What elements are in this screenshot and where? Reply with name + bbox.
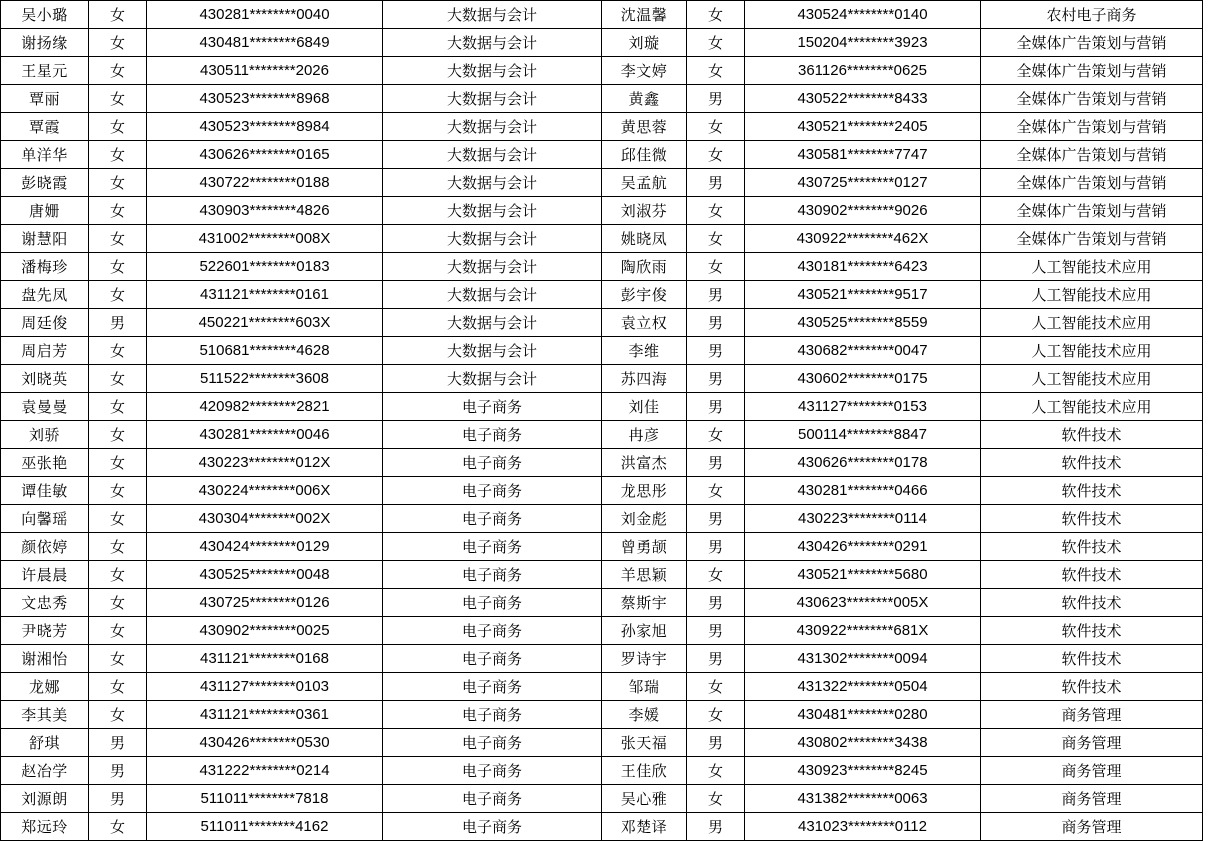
student-gender-right: 男: [687, 645, 745, 673]
student-gender-right: 女: [687, 757, 745, 785]
student-gender-left: 女: [89, 393, 147, 421]
student-name-left: 向馨瑶: [1, 505, 89, 533]
student-name-right: 李媛: [602, 701, 687, 729]
table-row: [1, 813, 1203, 841]
table-row: [1, 337, 1203, 365]
student-major-left: 大数据与会计: [383, 197, 602, 225]
student-major-left: 大数据与会计: [383, 337, 602, 365]
student-major-left: 电子商务: [383, 701, 602, 729]
student-name-left: 舒琪: [1, 729, 89, 757]
student-major-right: 软件技术: [981, 421, 1203, 449]
student-id-right: 430725********0127: [745, 169, 981, 197]
student-name-right: 羊思颖: [602, 561, 687, 589]
student-name-left: 吴小璐: [1, 1, 89, 29]
student-id-left: 450221********603X: [147, 309, 383, 337]
table-row: [1, 757, 1203, 785]
student-major-right: 商务管理: [981, 785, 1203, 813]
student-name-left: 袁曼曼: [1, 393, 89, 421]
student-major-right: 全媒体广告策划与营销: [981, 85, 1203, 113]
student-id-left: 431121********0361: [147, 701, 383, 729]
student-major-left: 大数据与会计: [383, 1, 602, 29]
table-row: [1, 169, 1203, 197]
student-major-right: 全媒体广告策划与营销: [981, 29, 1203, 57]
student-gender-left: 女: [89, 141, 147, 169]
student-id-right: 150204********3923: [745, 29, 981, 57]
student-id-left: 431002********008X: [147, 225, 383, 253]
table-row: [1, 57, 1203, 85]
student-major-left: 电子商务: [383, 729, 602, 757]
student-name-right: 曾勇颉: [602, 533, 687, 561]
student-name-right: 王佳欣: [602, 757, 687, 785]
table-row: [1, 673, 1203, 701]
student-gender-left: 女: [89, 113, 147, 141]
student-name-left: 谢扬缘: [1, 29, 89, 57]
student-major-left: 电子商务: [383, 421, 602, 449]
student-gender-left: 女: [89, 645, 147, 673]
student-name-left: 李其美: [1, 701, 89, 729]
student-id-left: 430481********6849: [147, 29, 383, 57]
student-major-left: 大数据与会计: [383, 225, 602, 253]
student-id-left: 430426********0530: [147, 729, 383, 757]
table-row: [1, 29, 1203, 57]
student-major-left: 电子商务: [383, 561, 602, 589]
table-row: [1, 113, 1203, 141]
student-major-left: 电子商务: [383, 505, 602, 533]
student-major-right: 软件技术: [981, 589, 1203, 617]
student-gender-left: 男: [89, 785, 147, 813]
student-gender-left: 女: [89, 701, 147, 729]
student-id-right: 430521********2405: [745, 113, 981, 141]
student-name-left: 龙娜: [1, 673, 89, 701]
student-gender-left: 女: [89, 421, 147, 449]
student-major-right: 商务管理: [981, 701, 1203, 729]
student-id-left: 431121********0161: [147, 281, 383, 309]
student-gender-right: 男: [687, 169, 745, 197]
student-gender-left: 女: [89, 169, 147, 197]
student-gender-left: 女: [89, 589, 147, 617]
student-gender-right: 男: [687, 365, 745, 393]
student-name-right: 刘淑芬: [602, 197, 687, 225]
student-gender-left: 女: [89, 253, 147, 281]
student-id-right: 430923********8245: [745, 757, 981, 785]
table-row: [1, 561, 1203, 589]
student-gender-left: 男: [89, 757, 147, 785]
student-gender-right: 女: [687, 673, 745, 701]
student-gender-left: 女: [89, 561, 147, 589]
student-id-left: 510681********4628: [147, 337, 383, 365]
student-major-left: 大数据与会计: [383, 253, 602, 281]
student-gender-right: 男: [687, 505, 745, 533]
student-id-left: 430523********8984: [147, 113, 383, 141]
student-major-left: 电子商务: [383, 589, 602, 617]
student-gender-right: 女: [687, 225, 745, 253]
student-id-left: 430224********006X: [147, 477, 383, 505]
student-gender-left: 女: [89, 617, 147, 645]
student-id-left: 430424********0129: [147, 533, 383, 561]
student-id-left: 430223********012X: [147, 449, 383, 477]
student-major-left: 大数据与会计: [383, 169, 602, 197]
student-major-left: 大数据与会计: [383, 281, 602, 309]
student-name-left: 尹晓芳: [1, 617, 89, 645]
student-name-right: 孙家旭: [602, 617, 687, 645]
student-name-left: 唐姗: [1, 197, 89, 225]
student-id-left: 430523********8968: [147, 85, 383, 113]
student-id-right: 430581********7747: [745, 141, 981, 169]
student-name-right: 罗诗宇: [602, 645, 687, 673]
table-row: [1, 253, 1203, 281]
student-major-right: 全媒体广告策划与营销: [981, 113, 1203, 141]
student-gender-right: 女: [687, 785, 745, 813]
student-id-right: 431127********0153: [745, 393, 981, 421]
student-major-right: 软件技术: [981, 505, 1203, 533]
student-major-right: 全媒体广告策划与营销: [981, 57, 1203, 85]
student-gender-right: 女: [687, 29, 745, 57]
table-row: [1, 197, 1203, 225]
student-gender-right: 女: [687, 477, 745, 505]
student-major-left: 电子商务: [383, 813, 602, 841]
student-name-right: 吴孟航: [602, 169, 687, 197]
student-gender-right: 女: [687, 1, 745, 29]
student-id-right: 430922********462X: [745, 225, 981, 253]
student-id-right: 430481********0280: [745, 701, 981, 729]
student-major-left: 大数据与会计: [383, 365, 602, 393]
student-name-right: 邱佳微: [602, 141, 687, 169]
table-row: [1, 533, 1203, 561]
student-id-right: 430682********0047: [745, 337, 981, 365]
student-name-right: 刘佳: [602, 393, 687, 421]
table-row: [1, 505, 1203, 533]
student-name-left: 单洋华: [1, 141, 89, 169]
student-name-right: 李维: [602, 337, 687, 365]
student-id-left: 430902********0025: [147, 617, 383, 645]
student-id-left: 431222********0214: [147, 757, 383, 785]
student-gender-right: 男: [687, 729, 745, 757]
student-id-right: 430623********005X: [745, 589, 981, 617]
student-id-left: 430281********0046: [147, 421, 383, 449]
student-name-right: 邹瑞: [602, 673, 687, 701]
student-major-right: 软件技术: [981, 561, 1203, 589]
student-gender-left: 女: [89, 505, 147, 533]
student-gender-right: 女: [687, 141, 745, 169]
student-id-left: 430903********4826: [147, 197, 383, 225]
student-name-right: 洪富杰: [602, 449, 687, 477]
student-major-right: 软件技术: [981, 449, 1203, 477]
student-id-left: 511011********4162: [147, 813, 383, 841]
student-id-left: 430281********0040: [147, 1, 383, 29]
student-name-left: 文忠秀: [1, 589, 89, 617]
student-name-left: 刘晓英: [1, 365, 89, 393]
student-name-right: 黄思蓉: [602, 113, 687, 141]
student-id-right: 430902********9026: [745, 197, 981, 225]
student-id-left: 420982********2821: [147, 393, 383, 421]
student-name-right: 彭宇俊: [602, 281, 687, 309]
student-name-right: 刘璇: [602, 29, 687, 57]
student-gender-left: 女: [89, 85, 147, 113]
student-id-right: 430522********8433: [745, 85, 981, 113]
student-name-right: 吴心雅: [602, 785, 687, 813]
student-major-right: 人工智能技术应用: [981, 337, 1203, 365]
student-major-right: 人工智能技术应用: [981, 281, 1203, 309]
student-name-left: 巫张艳: [1, 449, 89, 477]
student-id-left: 430722********0188: [147, 169, 383, 197]
student-id-right: 361126********0625: [745, 57, 981, 85]
student-id-left: 511522********3608: [147, 365, 383, 393]
student-id-right: 430223********0114: [745, 505, 981, 533]
table-row: [1, 393, 1203, 421]
student-gender-left: 女: [89, 365, 147, 393]
student-gender-right: 男: [687, 281, 745, 309]
student-id-right: 431322********0504: [745, 673, 981, 701]
student-id-right: 430525********8559: [745, 309, 981, 337]
student-major-right: 人工智能技术应用: [981, 393, 1203, 421]
student-major-right: 商务管理: [981, 757, 1203, 785]
student-gender-left: 男: [89, 309, 147, 337]
student-id-right: 500114********8847: [745, 421, 981, 449]
student-major-left: 电子商务: [383, 785, 602, 813]
student-name-left: 潘梅珍: [1, 253, 89, 281]
student-gender-left: 女: [89, 29, 147, 57]
table-row: [1, 645, 1203, 673]
student-name-left: 颜依婷: [1, 533, 89, 561]
student-name-left: 周启芳: [1, 337, 89, 365]
table-row: [1, 477, 1203, 505]
student-name-right: 龙思彤: [602, 477, 687, 505]
student-id-right: 430626********0178: [745, 449, 981, 477]
student-id-right: 431382********0063: [745, 785, 981, 813]
student-id-right: 430802********3438: [745, 729, 981, 757]
student-major-left: 电子商务: [383, 533, 602, 561]
student-name-left: 郑远玲: [1, 813, 89, 841]
student-major-right: 人工智能技术应用: [981, 309, 1203, 337]
student-major-right: 软件技术: [981, 673, 1203, 701]
student-gender-right: 女: [687, 421, 745, 449]
student-gender-right: 男: [687, 337, 745, 365]
student-gender-right: 女: [687, 57, 745, 85]
student-name-left: 刘骄: [1, 421, 89, 449]
student-gender-left: 女: [89, 477, 147, 505]
student-major-left: 大数据与会计: [383, 141, 602, 169]
student-name-left: 谢慧阳: [1, 225, 89, 253]
student-gender-right: 男: [687, 813, 745, 841]
student-major-right: 全媒体广告策划与营销: [981, 141, 1203, 169]
student-major-left: 大数据与会计: [383, 29, 602, 57]
student-gender-left: 男: [89, 729, 147, 757]
table-row: [1, 617, 1203, 645]
student-major-left: 大数据与会计: [383, 57, 602, 85]
student-id-right: 430181********6423: [745, 253, 981, 281]
student-name-right: 蔡斯宇: [602, 589, 687, 617]
student-major-left: 电子商务: [383, 393, 602, 421]
student-major-right: 全媒体广告策划与营销: [981, 225, 1203, 253]
student-gender-left: 女: [89, 281, 147, 309]
student-id-right: 430922********681X: [745, 617, 981, 645]
student-id-right: 430281********0466: [745, 477, 981, 505]
student-name-right: 姚晓凤: [602, 225, 687, 253]
student-name-left: 谢湘怡: [1, 645, 89, 673]
student-gender-right: 女: [687, 197, 745, 225]
student-id-right: 430521********5680: [745, 561, 981, 589]
student-gender-right: 男: [687, 533, 745, 561]
student-id-right: 431302********0094: [745, 645, 981, 673]
table-row: [1, 449, 1203, 477]
student-gender-right: 女: [687, 701, 745, 729]
student-name-right: 冉彦: [602, 421, 687, 449]
student-id-right: 430521********9517: [745, 281, 981, 309]
student-id-left: 431127********0103: [147, 673, 383, 701]
student-major-left: 电子商务: [383, 617, 602, 645]
student-name-left: 盘先凤: [1, 281, 89, 309]
student-id-left: 430725********0126: [147, 589, 383, 617]
student-name-left: 刘源朗: [1, 785, 89, 813]
student-id-right: 430524********0140: [745, 1, 981, 29]
student-id-left: 430511********2026: [147, 57, 383, 85]
student-id-left: 430304********002X: [147, 505, 383, 533]
table-row: [1, 729, 1203, 757]
student-name-right: 袁立权: [602, 309, 687, 337]
student-gender-left: 女: [89, 1, 147, 29]
student-major-left: 大数据与会计: [383, 309, 602, 337]
student-gender-right: 男: [687, 309, 745, 337]
student-major-right: 人工智能技术应用: [981, 253, 1203, 281]
table-row: [1, 225, 1203, 253]
student-name-left: 覃丽: [1, 85, 89, 113]
student-gender-right: 男: [687, 393, 745, 421]
student-id-left: 430525********0048: [147, 561, 383, 589]
student-major-left: 大数据与会计: [383, 113, 602, 141]
student-major-left: 电子商务: [383, 645, 602, 673]
student-major-left: 电子商务: [383, 449, 602, 477]
student-name-left: 许晨晨: [1, 561, 89, 589]
student-major-right: 人工智能技术应用: [981, 365, 1203, 393]
student-major-left: 电子商务: [383, 477, 602, 505]
table-row: [1, 365, 1203, 393]
student-id-left: 522601********0183: [147, 253, 383, 281]
student-gender-left: 女: [89, 533, 147, 561]
student-id-right: 430426********0291: [745, 533, 981, 561]
student-major-right: 商务管理: [981, 729, 1203, 757]
student-major-right: 软件技术: [981, 617, 1203, 645]
student-gender-left: 女: [89, 57, 147, 85]
student-name-left: 覃霞: [1, 113, 89, 141]
student-major-right: 全媒体广告策划与营销: [981, 197, 1203, 225]
student-major-left: 大数据与会计: [383, 85, 602, 113]
student-gender-left: 女: [89, 197, 147, 225]
student-major-right: 全媒体广告策划与营销: [981, 169, 1203, 197]
student-gender-left: 女: [89, 337, 147, 365]
student-id-left: 431121********0168: [147, 645, 383, 673]
table-row: [1, 309, 1203, 337]
student-name-left: 彭晓霞: [1, 169, 89, 197]
student-gender-left: 女: [89, 673, 147, 701]
student-name-right: 李文婷: [602, 57, 687, 85]
table-row: [1, 1, 1203, 29]
student-gender-left: 女: [89, 449, 147, 477]
student-name-right: 陶欣雨: [602, 253, 687, 281]
table-row: [1, 785, 1203, 813]
table-row: [1, 421, 1203, 449]
student-id-left: 511011********7818: [147, 785, 383, 813]
student-gender-left: 女: [89, 813, 147, 841]
student-gender-right: 女: [687, 113, 745, 141]
student-name-left: 王星元: [1, 57, 89, 85]
student-name-right: 刘金彪: [602, 505, 687, 533]
table-row: [1, 589, 1203, 617]
student-name-left: 谭佳敏: [1, 477, 89, 505]
student-name-right: 邓楚译: [602, 813, 687, 841]
student-major-right: 软件技术: [981, 477, 1203, 505]
student-id-right: 430602********0175: [745, 365, 981, 393]
student-major-right: 软件技术: [981, 533, 1203, 561]
student-name-right: 沈温馨: [602, 1, 687, 29]
student-major-right: 软件技术: [981, 645, 1203, 673]
student-gender-right: 男: [687, 617, 745, 645]
student-id-right: 431023********0112: [745, 813, 981, 841]
student-name-right: 张天福: [602, 729, 687, 757]
student-gender-right: 女: [687, 253, 745, 281]
table-row: [1, 701, 1203, 729]
student-major-right: 商务管理: [981, 813, 1203, 841]
student-id-left: 430626********0165: [147, 141, 383, 169]
table-row: [1, 141, 1203, 169]
student-name-right: 苏四海: [602, 365, 687, 393]
student-gender-right: 男: [687, 85, 745, 113]
student-name-left: 赵冶学: [1, 757, 89, 785]
student-major-left: 电子商务: [383, 757, 602, 785]
student-name-right: 黄鑫: [602, 85, 687, 113]
student-gender-right: 女: [687, 561, 745, 589]
student-gender-right: 男: [687, 589, 745, 617]
student-name-left: 周廷俊: [1, 309, 89, 337]
table-row: [1, 85, 1203, 113]
student-major-left: 电子商务: [383, 673, 602, 701]
student-gender-right: 男: [687, 449, 745, 477]
student-gender-left: 女: [89, 225, 147, 253]
student-major-right: 农村电子商务: [981, 1, 1203, 29]
table-row: [1, 281, 1203, 309]
